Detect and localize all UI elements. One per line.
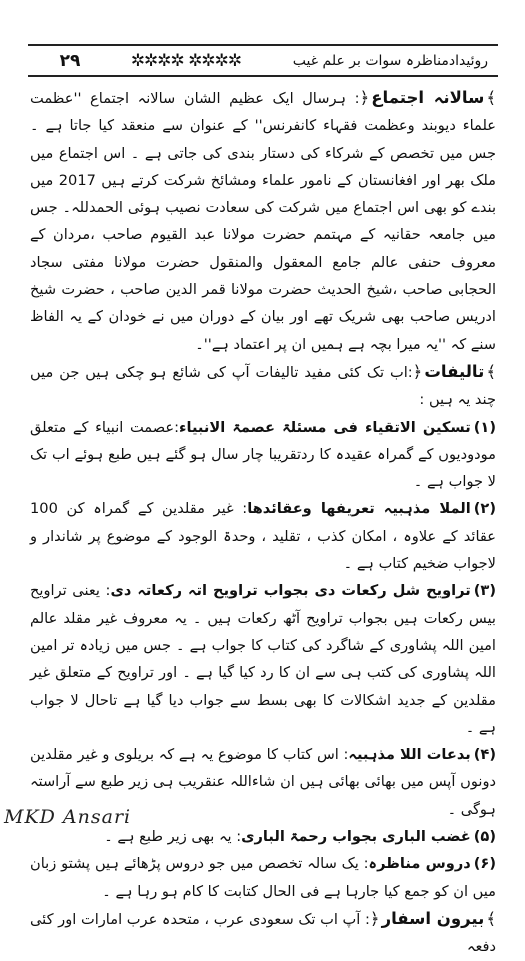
section-heading-works: ﴾ تالیفات ﴿ <box>413 362 496 381</box>
page-header <box>28 44 498 78</box>
travels-text: : آپ اب تک سعودی عرب ، متحدہ عرب امارات اور کئی دفعہ <box>30 910 496 956</box>
work-title: تراویح شل رکعات دی بجواب تراویح اتہ رکعاتہ دی <box>110 582 471 600</box>
works-intro-paragraph <box>30 358 496 414</box>
work-description: : یعنی تراویح بیس رکعات ہیں بجواب تراویح آٹھ رکعات ہیں ۔ یہ معروف غیر مقلد عالم امین اللہ پشاوری کے شاگرد کی کتاب کا جواب ہے ۔ جس میں زیادہ تر امین اللہ پشاوری کی کتب ہی سے ان کا رد کیا گیا ہے ۔ اور تراویح کے متعلق غیر مقلدین کے جدید اشکالات کا بھی بسط سے جواب دیا گیا ہے تاحال لا جواب ہے ۔ <box>30 582 496 736</box>
annual-gathering-text: : ہرسال ایک عظیم الشان سالانہ اجتماع ''عظمت علماء دیوبند وعظمت فقہاء کانفرنس'' کے عنوان سے منعقد کیا جاتا ہے ۔جس میں تخصص کے شرکاء کی دستار بندی کی جاتی ہے ۔ اس اجتماع میں ملک بھر اور افغانستان کے نامور علماء ومشائخ شرکت کرتے ہیں 2017 میں بندے کو بھی اس اجتماع میں شرکت کی سعادت نصیب ہوئی الحمدللہ۔ جس میں جامعہ حقانیہ کے مہتمم حضرت مولانا عبد القیوم صاحب ،مردان کے معروف حنفی عالم جامع المعقول والمنقول حضرت مولانا مفتی سجاد الحجابی صاحب ،شیخ الحدیث حضرت مولانا قمر الدین صاحب ، حضرت شیخ ادریس صاحب بھی شریک تھے اور بیان کے دوران میں نے خودان کے یہ الفاظ سنے کہ ''یہ میرا بچہ ہے ہمیں ان پر اعتماد ہے''۔ <box>30 90 496 353</box>
work-number: (۵) <box>473 828 496 846</box>
header-bottom-rule <box>28 75 498 77</box>
signature-watermark: MKD Ansari <box>4 806 132 828</box>
section-heading-travels: ﴾ بیرون اسفار ﴿ <box>370 909 496 928</box>
work-number: (۶) <box>473 855 496 873</box>
work-description: : یہ بھی زیر طبع ہے ۔ <box>104 828 242 846</box>
page-number: ٢٩ <box>59 51 81 71</box>
work-number: (۴) <box>473 746 497 764</box>
work-number: (۲) <box>473 500 496 518</box>
works-intro-text: :اب تک کئی مفید تالیفات آپ کی شائع ہو چکی ہیں جن میں چند یہ ہیں : <box>30 363 496 409</box>
work-description: : یک سالہ تخصص میں جو دروس پڑھائے ہیں پشتو زبان میں ان کو جمع کیا جارہا ہے فی الحال کتابت کا کام ہو رہا ہے ۔ <box>30 855 496 900</box>
work-title: بدعات اللا مذہبیہ <box>348 746 471 764</box>
work-title: الملا مذہبیہ تعریفھا وعقائدھا <box>247 500 471 518</box>
header-star-ornament: ✲✲✲✲ ✲✲✲✲ <box>130 51 242 71</box>
section-heading-annual-gathering: ﴾ سالانہ اجتماع ﴿ <box>360 88 496 107</box>
work-number: (۱) <box>473 418 496 436</box>
work-number: (۳) <box>473 582 496 600</box>
work-item <box>30 495 496 577</box>
work-description: : غیر مقلدین کے گمراہ کن 100 عقائد کے علاوہ ، امکان کذب ، تقلید ، وحدۃ الوجود کے موضوع پر شاندار و لاجواب ضخیم کتاب ہے ۔ <box>30 500 496 573</box>
work-title: دروس مناظرہ <box>368 855 471 873</box>
work-description: : اس کتاب کا موضوع یہ ہے کہ بریلوی و غیر مقلدین دونوں آپس میں بھائی بھائی ہیں ان شاءاللہ عنقریب ہی زیر طبع سے آراستہ ہوگی ۔ <box>30 746 496 818</box>
travels-paragraph <box>30 905 496 961</box>
header-top-rule <box>28 44 498 46</box>
work-item <box>30 577 496 741</box>
work-description: :عصمت انبیاء کے متعلق مودودیوں کے گمراہ عقیدہ کا ردتقریبا چار سال ہو گئے ہیں طبع ہوئے اب تک لا جواب ہے ۔ <box>30 418 496 491</box>
work-item <box>30 414 496 496</box>
running-title: روئیدادمناظرہ سوات بر علم غیب <box>292 53 488 69</box>
work-item <box>30 850 496 905</box>
annual-gathering-paragraph <box>30 84 496 358</box>
work-title: تسکین الاتقیاء فی مسئلۃ عصمۃ الانبیاء <box>179 418 471 436</box>
work-title: غضب الباری بجواب رحمۃ الباری <box>241 828 471 846</box>
